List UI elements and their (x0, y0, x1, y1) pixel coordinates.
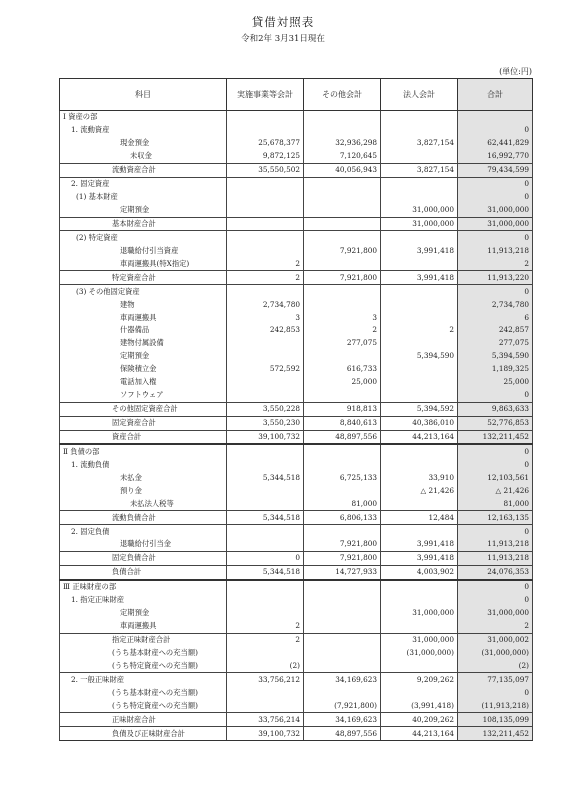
other-amount: 34,169,623 (304, 673, 381, 686)
total-amount: 52,776,853 (458, 416, 533, 430)
corporate-amount: (3,991,418) (381, 699, 458, 712)
account-name: 退職給付引当資産 (60, 244, 227, 257)
program-amount (227, 686, 304, 699)
account-name: 特定資産合計 (60, 271, 227, 285)
other-amount: 40,056,943 (304, 163, 381, 177)
other-amount: 14,727,933 (304, 565, 381, 579)
total-amount: 2,734,780 (458, 298, 533, 311)
table-row (60, 244, 533, 257)
account-name: Ⅲ 正味財産の部 (60, 580, 227, 594)
account-name: 現金預金 (60, 137, 227, 150)
other-amount (304, 659, 381, 672)
program-amount (227, 525, 304, 538)
corporate-amount (381, 111, 458, 124)
program-amount: 39,100,732 (227, 430, 304, 444)
table-row (60, 363, 533, 376)
total-amount: △ 21,426 (458, 484, 533, 497)
table-row (60, 324, 533, 337)
page-title: 貸借対照表 (251, 15, 315, 29)
account-name: Ⅱ 負債の部 (60, 444, 227, 458)
account-name: (うち特定資産への充当額) (60, 659, 227, 672)
table-row (60, 647, 533, 660)
corporate-amount (381, 191, 458, 204)
total-amount: 81,000 (458, 497, 533, 510)
program-amount (227, 191, 304, 204)
account-name: ソフトウェア (60, 389, 227, 402)
table-row (60, 471, 533, 484)
total-amount: 108,135,099 (458, 713, 533, 727)
table-row (60, 376, 533, 389)
total-amount: 9,863,633 (458, 402, 533, 416)
table-row (60, 271, 533, 285)
header-corporate-accounts: 法人会計 (381, 79, 458, 111)
program-amount: 35,550,502 (227, 163, 304, 177)
total-amount: 62,441,829 (458, 137, 533, 150)
total-amount: 31,000,000 (458, 607, 533, 620)
table-row (60, 137, 533, 150)
total-amount: 24,076,353 (458, 565, 533, 579)
account-name: 建物付属設備 (60, 337, 227, 350)
total-amount: (31,000,000) (458, 647, 533, 660)
account-name: 未収金 (60, 150, 227, 163)
corporate-amount (381, 659, 458, 672)
program-amount (227, 389, 304, 402)
table-row (60, 416, 533, 430)
other-amount: 34,169,623 (304, 713, 381, 727)
other-amount (304, 177, 381, 190)
program-amount (227, 647, 304, 660)
table-row (60, 620, 533, 633)
program-amount (227, 458, 304, 471)
header-total: 合計 (458, 79, 533, 111)
program-amount (227, 580, 304, 594)
total-amount: 31,000,002 (458, 633, 533, 646)
corporate-amount: 5,394,592 (381, 402, 458, 416)
account-name: 負債合計 (60, 565, 227, 579)
total-amount: 77,135,097 (458, 673, 533, 686)
corporate-amount: 9,209,262 (381, 673, 458, 686)
account-name: 正味財産合計 (60, 713, 227, 727)
corporate-amount (381, 177, 458, 190)
table-row (60, 204, 533, 217)
total-amount: 25,000 (458, 376, 533, 389)
table-row (60, 551, 533, 565)
account-name: (うち基本財産への充当額) (60, 686, 227, 699)
table-row (60, 713, 533, 727)
corporate-amount (381, 525, 458, 538)
table-row (60, 727, 533, 741)
program-amount: 9,872,125 (227, 150, 304, 163)
other-amount (304, 633, 381, 646)
total-amount: 6 (458, 311, 533, 324)
other-amount: 6,806,133 (304, 511, 381, 525)
corporate-amount (381, 257, 458, 270)
total-amount: 0 (458, 580, 533, 594)
table-row (60, 337, 533, 350)
other-amount (304, 350, 381, 363)
other-amount: 918,813 (304, 402, 381, 416)
other-amount: 7,921,800 (304, 551, 381, 565)
program-amount: 572,592 (227, 363, 304, 376)
account-name: Ⅰ 資産の部 (60, 111, 227, 124)
total-amount: 0 (458, 124, 533, 137)
program-amount: 2 (227, 633, 304, 646)
program-amount (227, 244, 304, 257)
table-row (60, 525, 533, 538)
total-amount: 12,163,135 (458, 511, 533, 525)
other-amount (304, 204, 381, 217)
account-name: (うち特定資産への充当額) (60, 699, 227, 712)
total-amount: 0 (458, 686, 533, 699)
total-amount: 31,000,000 (458, 217, 533, 231)
account-name: 2. 固定資産 (60, 177, 227, 190)
total-amount: 132,211,452 (458, 430, 533, 444)
total-amount: (11,913,218) (458, 699, 533, 712)
total-amount: 31,000,000 (458, 204, 533, 217)
table-row (60, 124, 533, 137)
other-amount (304, 444, 381, 458)
total-amount: 0 (458, 285, 533, 298)
corporate-amount: 31,000,000 (381, 607, 458, 620)
program-amount: 3,550,230 (227, 416, 304, 430)
table-row (60, 686, 533, 699)
table-row (60, 444, 533, 458)
account-name: 未払金 (60, 471, 227, 484)
table-row (60, 497, 533, 510)
other-amount (304, 686, 381, 699)
account-name: 負債及び正味財産合計 (60, 727, 227, 741)
other-amount (304, 257, 381, 270)
balance-sheet-table (59, 78, 533, 741)
other-amount: 2 (304, 324, 381, 337)
corporate-amount: 44,213,164 (381, 430, 458, 444)
total-amount: 277,075 (458, 337, 533, 350)
total-amount: 11,913,220 (458, 271, 533, 285)
program-amount: 33,756,212 (227, 673, 304, 686)
program-amount (227, 231, 304, 244)
total-amount: 5,394,590 (458, 350, 533, 363)
corporate-amount: 31,000,000 (381, 204, 458, 217)
other-amount: 7,120,645 (304, 150, 381, 163)
total-amount: 1,189,325 (458, 363, 533, 376)
account-name: 電話加入権 (60, 376, 227, 389)
other-amount: 3 (304, 311, 381, 324)
table-row (60, 580, 533, 594)
corporate-amount: 40,386,010 (381, 416, 458, 430)
program-amount: 242,853 (227, 324, 304, 337)
account-name: 車両運搬具 (60, 620, 227, 633)
other-amount: 25,000 (304, 376, 381, 389)
corporate-amount (381, 686, 458, 699)
account-name: (1) 基本財産 (60, 191, 227, 204)
program-amount: 5,344,518 (227, 511, 304, 525)
table-row (60, 699, 533, 712)
table-row (60, 659, 533, 672)
table-row (60, 458, 533, 471)
program-amount (227, 124, 304, 137)
other-amount: 81,000 (304, 497, 381, 510)
table-row (60, 150, 533, 163)
program-amount: 3 (227, 311, 304, 324)
table-row (60, 607, 533, 620)
corporate-amount (381, 363, 458, 376)
other-amount (304, 647, 381, 660)
corporate-amount (381, 376, 458, 389)
other-amount: 48,897,556 (304, 727, 381, 741)
table-row (60, 594, 533, 607)
corporate-amount: 31,000,000 (381, 217, 458, 231)
total-amount: 2 (458, 620, 533, 633)
corporate-amount: 4,003,902 (381, 565, 458, 579)
program-amount (227, 607, 304, 620)
account-name: 2. 一般正味財産 (60, 673, 227, 686)
account-name: 定期預金 (60, 204, 227, 217)
account-name: 固定資産合計 (60, 416, 227, 430)
table-row (60, 402, 533, 416)
account-name: 流動負債合計 (60, 511, 227, 525)
program-amount (227, 538, 304, 551)
table-row (60, 565, 533, 579)
corporate-amount: (31,000,000) (381, 647, 458, 660)
corporate-amount (381, 497, 458, 510)
corporate-amount: 3,991,418 (381, 551, 458, 565)
table-row (60, 511, 533, 525)
table-row (60, 285, 533, 298)
account-name: 什器備品 (60, 324, 227, 337)
total-amount: 0 (458, 177, 533, 190)
corporate-amount: 5,394,590 (381, 350, 458, 363)
other-amount (304, 620, 381, 633)
total-amount: (2) (458, 659, 533, 672)
unit-label: (単位:円) (499, 67, 532, 76)
total-amount: 0 (458, 191, 533, 204)
other-amount (304, 389, 381, 402)
total-amount: 0 (458, 231, 533, 244)
other-amount: (7,921,800) (304, 699, 381, 712)
program-amount (227, 350, 304, 363)
program-amount: 2 (227, 620, 304, 633)
table-row (60, 111, 533, 124)
other-amount (304, 217, 381, 231)
other-amount (304, 298, 381, 311)
table-row (60, 231, 533, 244)
account-name: 車両運搬具 (60, 311, 227, 324)
corporate-amount: 31,000,000 (381, 633, 458, 646)
other-amount (304, 594, 381, 607)
corporate-amount (381, 444, 458, 458)
header-row (60, 79, 533, 111)
corporate-amount: 44,213,164 (381, 727, 458, 741)
other-amount: 616,733 (304, 363, 381, 376)
other-amount (304, 285, 381, 298)
other-amount: 32,936,298 (304, 137, 381, 150)
program-amount (227, 285, 304, 298)
account-name: (3) その他固定資産 (60, 285, 227, 298)
program-amount: 5,344,518 (227, 565, 304, 579)
account-name: 保険積立金 (60, 363, 227, 376)
program-amount (227, 594, 304, 607)
program-amount: 3,550,228 (227, 402, 304, 416)
corporate-amount: 3,991,418 (381, 271, 458, 285)
other-amount: 7,921,800 (304, 244, 381, 257)
table-row (60, 298, 533, 311)
total-amount: 16,992,770 (458, 150, 533, 163)
other-amount: 6,725,133 (304, 471, 381, 484)
account-name: 流動資産合計 (60, 163, 227, 177)
corporate-amount: △ 21,426 (381, 484, 458, 497)
table-row (60, 538, 533, 551)
other-amount: 8,840,613 (304, 416, 381, 430)
table-row (60, 217, 533, 231)
total-amount: 79,434,599 (458, 163, 533, 177)
other-amount (304, 231, 381, 244)
corporate-amount (381, 285, 458, 298)
program-amount (227, 699, 304, 712)
corporate-amount: 40,209,262 (381, 713, 458, 727)
other-amount (304, 607, 381, 620)
account-name: 資産合計 (60, 430, 227, 444)
corporate-amount (381, 311, 458, 324)
program-amount (227, 484, 304, 497)
table-row (60, 257, 533, 270)
total-amount: 0 (458, 444, 533, 458)
corporate-amount: 3,827,154 (381, 137, 458, 150)
corporate-amount: 33,910 (381, 471, 458, 484)
program-amount (227, 204, 304, 217)
corporate-amount (381, 337, 458, 350)
program-amount (227, 497, 304, 510)
program-amount (227, 444, 304, 458)
account-name: 定期預金 (60, 350, 227, 363)
account-name: 退職給付引当金 (60, 538, 227, 551)
other-amount (304, 124, 381, 137)
account-name: (うち基本財産への充当額) (60, 647, 227, 660)
total-amount: 0 (458, 389, 533, 402)
corporate-amount (381, 124, 458, 137)
account-name: 固定負債合計 (60, 551, 227, 565)
program-amount: 2 (227, 257, 304, 270)
other-amount: 48,897,556 (304, 430, 381, 444)
table-row (60, 633, 533, 646)
account-name: その他固定資産合計 (60, 402, 227, 416)
table-row (60, 350, 533, 363)
total-amount: 0 (458, 594, 533, 607)
total-amount: 0 (458, 458, 533, 471)
table-row (60, 389, 533, 402)
corporate-amount (381, 620, 458, 633)
program-amount: 2,734,780 (227, 298, 304, 311)
table-row (60, 673, 533, 686)
total-amount: 0 (458, 525, 533, 538)
corporate-amount: 12,484 (381, 511, 458, 525)
other-amount: 7,921,800 (304, 538, 381, 551)
account-name: 預り金 (60, 484, 227, 497)
total-amount (458, 111, 533, 124)
corporate-amount (381, 594, 458, 607)
program-amount (227, 337, 304, 350)
program-amount (227, 177, 304, 190)
header-program-accounts: 実施事業等会計 (227, 79, 304, 111)
other-amount (304, 580, 381, 594)
other-amount (304, 525, 381, 538)
total-amount: 11,913,218 (458, 551, 533, 565)
corporate-amount (381, 298, 458, 311)
account-name: 未払法人税等 (60, 497, 227, 510)
corporate-amount: 2 (381, 324, 458, 337)
total-amount: 11,913,218 (458, 538, 533, 551)
corporate-amount: 3,991,418 (381, 244, 458, 257)
corporate-amount: 3,827,154 (381, 163, 458, 177)
program-amount (227, 111, 304, 124)
program-amount: (2) (227, 659, 304, 672)
account-name: 1. 流動資産 (60, 124, 227, 137)
other-amount (304, 458, 381, 471)
account-name: 定期預金 (60, 607, 227, 620)
corporate-amount (381, 458, 458, 471)
header-account: 科目 (60, 79, 227, 111)
header-other-accounts: その他会計 (304, 79, 381, 111)
account-name: 指定正味財産合計 (60, 633, 227, 646)
account-name: 1. 流動負債 (60, 458, 227, 471)
total-amount: 132,211,452 (458, 727, 533, 741)
account-name: 1. 指定正味財産 (60, 594, 227, 607)
account-name: 車両運搬具(特X指定) (60, 257, 227, 270)
table-body (60, 111, 533, 741)
account-name: 2. 固定負債 (60, 525, 227, 538)
program-amount: 33,756,214 (227, 713, 304, 727)
total-amount: 12,103,561 (458, 471, 533, 484)
account-name: (2) 特定資産 (60, 231, 227, 244)
table-row (60, 191, 533, 204)
corporate-amount (381, 580, 458, 594)
program-amount: 25,678,377 (227, 137, 304, 150)
program-amount: 0 (227, 551, 304, 565)
program-amount (227, 376, 304, 389)
total-amount: 242,857 (458, 324, 533, 337)
corporate-amount (381, 150, 458, 163)
corporate-amount (381, 231, 458, 244)
table-row (60, 484, 533, 497)
other-amount: 277,075 (304, 337, 381, 350)
other-amount (304, 111, 381, 124)
other-amount: 7,921,800 (304, 271, 381, 285)
account-name: 建物 (60, 298, 227, 311)
other-amount (304, 484, 381, 497)
program-amount (227, 217, 304, 231)
corporate-amount (381, 389, 458, 402)
account-name: 基本財産合計 (60, 217, 227, 231)
table-row (60, 177, 533, 190)
program-amount: 2 (227, 271, 304, 285)
other-amount (304, 191, 381, 204)
corporate-amount: 3,991,418 (381, 538, 458, 551)
total-amount: 2 (458, 257, 533, 270)
total-amount: 11,913,218 (458, 244, 533, 257)
report-date: 令和2年 3月31日現在 (241, 34, 325, 44)
table-row (60, 430, 533, 444)
program-amount: 39,100,732 (227, 727, 304, 741)
program-amount: 5,344,518 (227, 471, 304, 484)
table-row (60, 163, 533, 177)
table-row (60, 311, 533, 324)
